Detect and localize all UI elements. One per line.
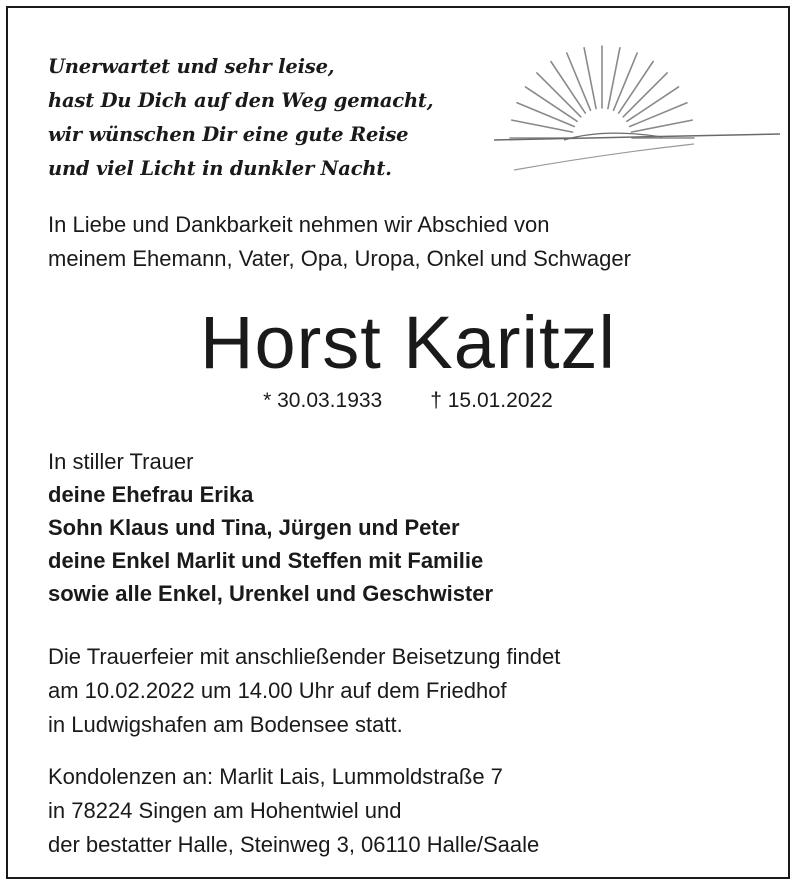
condolences-info: [48, 760, 788, 862]
poem: [48, 50, 478, 186]
mourner-line: deine Ehefrau Erika: [48, 482, 254, 507]
life-dates: [8, 386, 800, 416]
intro-line: In Liebe und Dankbarkeit nehmen wir Abschied von: [48, 212, 550, 237]
intro-text: [48, 208, 788, 276]
ceremony-info: [48, 640, 788, 742]
condolences-line: Kondolenzen an: Marlit Lais, Lummoldstraße 7: [48, 764, 503, 789]
sunrise-icon: [494, 36, 780, 186]
condolences-line: der bestatter Halle, Steinweg 3, 06110 Halle/Saale: [48, 832, 540, 857]
mourner-line: Sohn Klaus und Tina, Jürgen und Peter: [48, 515, 460, 540]
mourners: [48, 445, 788, 610]
poem-line: wir wünschen Dir eine gute Reise: [48, 123, 409, 146]
condolences-line: in 78224 Singen am Hohentwiel und: [48, 798, 402, 823]
poem-line: Unerwartet und sehr leise,: [48, 55, 335, 78]
sun-ray: [623, 73, 667, 117]
deceased-name: Horst Karitzl: [200, 301, 616, 384]
mourner-line: sowie alle Enkel, Urenkel und Geschwister: [48, 581, 494, 606]
obituary-notice: [6, 6, 790, 879]
ceremony-line: Die Trauerfeier mit anschließender Beisetzung findet: [48, 644, 561, 669]
birth-date: * 30.03.1933: [263, 389, 383, 412]
ceremony-line: in Ludwigshafen am Bodensee statt.: [48, 712, 403, 737]
mourners-intro: In stiller Trauer: [48, 449, 194, 474]
poem-line: hast Du Dich auf den Weg gemacht,: [48, 89, 434, 112]
ceremony-line: am 10.02.2022 um 14.00 Uhr auf dem Friedhof: [48, 678, 507, 703]
mourner-line: deine Enkel Marlit und Steffen mit Familie: [48, 548, 484, 573]
intro-line: meinem Ehemann, Vater, Opa, Uropa, Onkel und Schwager: [48, 246, 631, 271]
sun-ray: [537, 73, 581, 117]
poem-line: und viel Licht in dunkler Nacht.: [48, 157, 392, 180]
death-date: † 15.01.2022: [430, 389, 553, 412]
